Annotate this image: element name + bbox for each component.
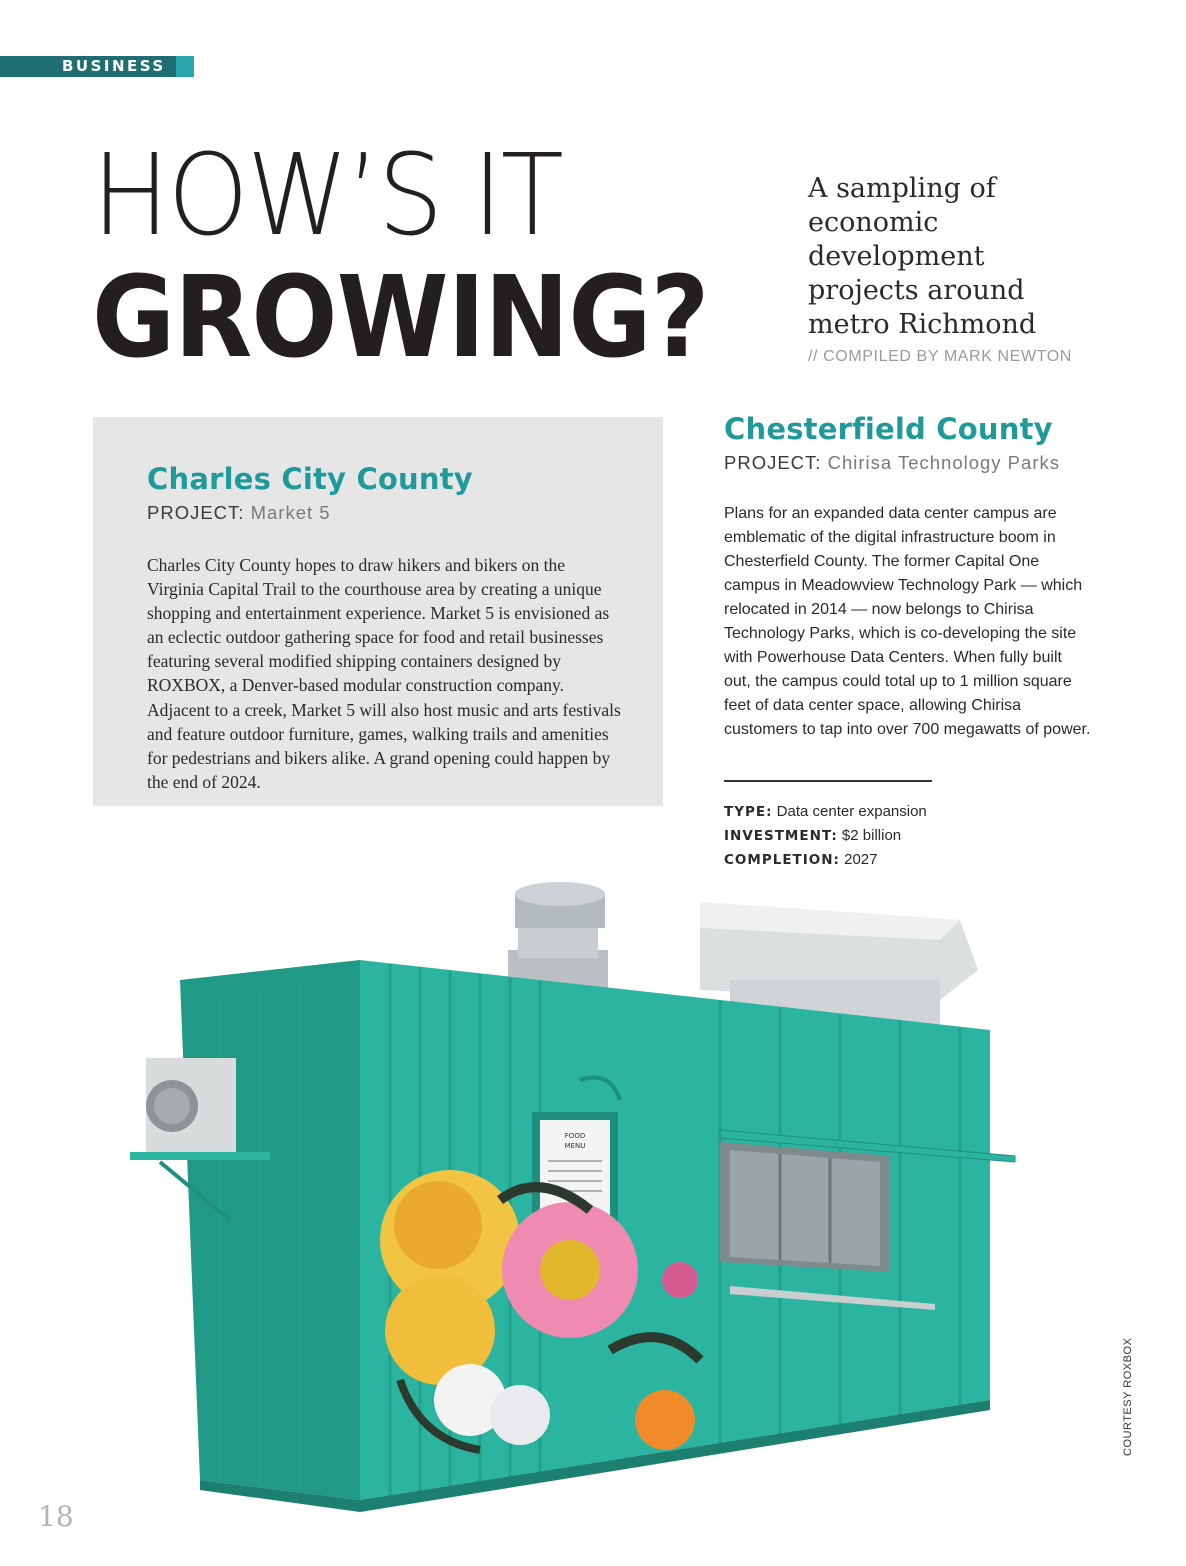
project-label: PROJECT: — [147, 502, 245, 523]
fact-type: TYPE: Data center expansion — [724, 803, 927, 820]
photo-credit: COURTESY ROXBOX — [1122, 1337, 1134, 1456]
svg-text:FOOD: FOOD — [564, 1132, 586, 1140]
byline: // COMPILED BY MARK NEWTON — [808, 348, 1072, 365]
headline-line-1: HOW’S IT — [92, 131, 562, 261]
chesterfield-body: Plans for an expanded data center campus are emblematic of the digital infrastructure boom in Chesterfield County. The former Capital One campus in Meadowview Technology Park — which relocated in 2014 — now belongs to Chirisa Technology Parks, which is co-developing the site with Powerhouse Data Centers. When fully built out, the campus could total up to 1 million square feet of data center space, allowing Chirisa customers to tap into over 700 megawatts of power. — [724, 505, 1091, 738]
charles-city-project — [147, 502, 331, 524]
charles-city-body: Charles City County hopes to draw hikers and bikers on the Virginia Capital Trail to the courthouse area by creating a unique shopping and entertainment experience. Market 5 is envisioned as an eclectic outdoor gathering space for food and retail businesses featuring several modified shipping containers designed by ROXBOX, a Denver-based modular construction company. Adjacent to a creek, Market 5 will also host music and arts festivals and feature outdoor furniture, games, walking trails and amenities for pedestrians and bikers alike. A grand opening could happen by the end of 2024. — [147, 555, 621, 792]
deck: A sampling of economic development projects around metro Richmond — [808, 173, 1037, 340]
headline-line-2: GROWING? — [92, 253, 709, 383]
project-value: Chirisa Technology Parks — [827, 452, 1060, 473]
chesterfield-title: Chesterfield County — [724, 412, 1053, 446]
fact-investment: INVESTMENT: $2 billion — [724, 827, 902, 844]
container-side — [180, 960, 360, 1500]
svg-text:MENU: MENU — [564, 1142, 586, 1150]
project-facts — [724, 800, 927, 872]
shipping-container-photo — [120, 880, 1060, 1530]
project-value: Market 5 — [250, 502, 331, 523]
section-tag: BUSINESS — [0, 56, 176, 77]
section-tag-accent — [176, 56, 194, 77]
page-number: 18 — [38, 1500, 74, 1533]
fact-completion: COMPLETION: 2027 — [724, 851, 878, 868]
project-label: PROJECT: — [724, 452, 822, 473]
divider — [724, 780, 932, 782]
chesterfield-project — [724, 452, 1060, 474]
charles-city-title: Charles City County — [147, 462, 473, 496]
